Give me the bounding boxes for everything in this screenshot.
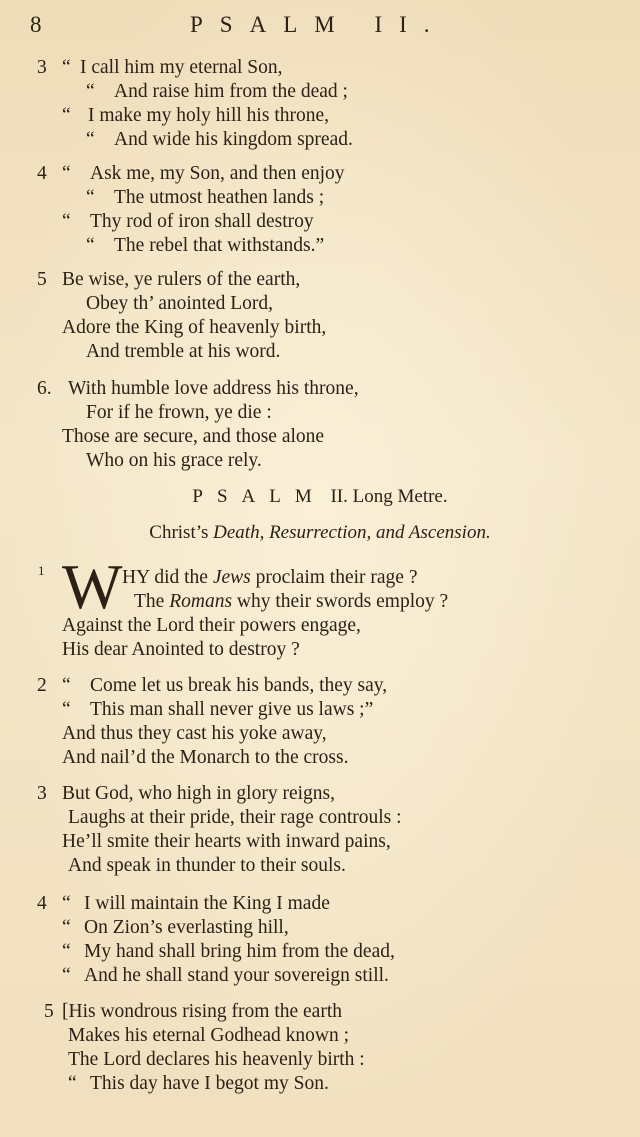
verse-line: Those are secure, and those alone <box>62 426 325 447</box>
lm-stanza-1 <box>0 566 640 662</box>
verse-line: Makes his eternal Godhead known ; <box>68 1025 350 1046</box>
quote-mark: “ <box>62 57 71 78</box>
psalm-subtitle <box>0 522 640 544</box>
verse-line: This man shall never give us laws ;” <box>90 699 374 720</box>
verse-line: And thus they cast his yoke away, <box>62 723 327 744</box>
verse-line: But God, who high in glory reigns, <box>62 783 335 804</box>
verse-line: Against the Lord their powers engage, <box>62 615 361 636</box>
quote-mark: “ <box>62 163 71 184</box>
verse-line: [His wondrous rising from the earth <box>62 1001 342 1022</box>
verse-line: Thy rod of iron shall destroy <box>90 211 314 232</box>
verse-line: And he shall stand your sovereign still. <box>84 965 389 986</box>
quote-mark: “ <box>68 1073 77 1094</box>
verse-line: Obey th’ anointed Lord, <box>86 293 274 314</box>
stanza-number: 3 <box>37 783 47 804</box>
quote-mark: “ <box>62 941 71 962</box>
subtitle-prefix: Christ’s <box>149 522 209 543</box>
quote-mark: “ <box>62 699 71 720</box>
running-head: PSALM II. <box>190 12 447 37</box>
verse-line: Ask me, my Son, and then enjoy <box>90 163 345 184</box>
verse-line: For if he frown, ye die : <box>86 402 272 423</box>
quote-mark: “ <box>62 965 71 986</box>
verse-line: HY did the Jews proclaim their rage ? <box>122 567 418 588</box>
verse-line: My hand shall bring him from the dead, <box>84 941 395 962</box>
verse-line: Laughs at their pride, their rage controuls : <box>68 807 402 828</box>
stanza-number: 5 <box>44 1001 54 1022</box>
verse-line: He’ll smite their hearts with inward pains, <box>62 831 391 852</box>
verse-line: I will maintain the King I made <box>84 893 330 914</box>
quote-mark: “ <box>86 81 95 102</box>
verse-line: His dear Anointed to destroy ? <box>62 639 300 660</box>
quote-mark: “ <box>86 129 95 150</box>
quote-mark: “ <box>62 211 71 232</box>
quote-mark: “ <box>62 917 71 938</box>
quote-mark: “ <box>62 893 71 914</box>
stanza-number: 3 <box>37 57 47 78</box>
verse-line: I call him my eternal Son, <box>80 57 283 78</box>
page-header <box>0 12 640 42</box>
verse-line: On Zion’s everlasting hill, <box>84 917 289 938</box>
stanza-4 <box>0 162 640 258</box>
stanza-number: 6. <box>37 378 52 399</box>
verse-line: The utmost heathen lands ; <box>114 187 325 208</box>
quote-mark: “ <box>86 187 95 208</box>
stanza-number: 1 <box>38 563 45 578</box>
verse-line: This day have I begot my Son. <box>90 1073 329 1094</box>
quote-mark: “ <box>62 675 71 696</box>
verse-line: I make my holy hill his throne, <box>88 105 330 126</box>
quote-mark: “ <box>62 105 71 126</box>
verse-line: And speak in thunder to their souls. <box>68 855 346 876</box>
lm-stanza-4 <box>0 892 640 988</box>
psalm-title-rest: II. Long Metre. <box>330 486 448 507</box>
psalm-title <box>0 486 640 508</box>
verse-line: And raise him from the dead ; <box>114 81 348 102</box>
quote-mark: “ <box>86 235 95 256</box>
verse-line: The rebel that withstands.” <box>114 235 325 256</box>
verse-line: Adore the King of heavenly birth, <box>62 317 327 338</box>
verse-line: The Romans why their swords employ ? <box>134 591 449 612</box>
verse-line: Be wise, ye rulers of the earth, <box>62 269 301 290</box>
subtitle-italic: Death, Resurrection, and Ascension. <box>213 522 491 543</box>
verse-line: And nail’d the Monarch to the cross. <box>62 747 349 768</box>
lm-stanza-2 <box>0 674 640 770</box>
stanza-5 <box>0 268 640 364</box>
verse-line: The Lord declares his heavenly birth : <box>68 1049 365 1070</box>
verse-line: Who on his grace rely. <box>86 450 262 471</box>
stanza-number: 4 <box>37 163 47 184</box>
verse-line: And tremble at his word. <box>86 341 281 362</box>
stanza-number: 2 <box>37 675 47 696</box>
page-number: 8 <box>30 12 43 37</box>
verse-line: And wide his kingdom spread. <box>114 129 353 150</box>
drop-cap: W <box>62 551 123 622</box>
verse-line: Come let us break his bands, they say, <box>90 675 388 696</box>
lm-stanza-3 <box>0 782 640 878</box>
stanza-6 <box>0 377 640 473</box>
psalm-title-word: PSALM <box>192 486 326 507</box>
stanza-number: 4 <box>37 893 47 914</box>
stanza-number: 5 <box>37 269 47 290</box>
verse-line: With humble love address his throne, <box>68 378 359 399</box>
stanza-3 <box>0 56 640 152</box>
lm-stanza-5 <box>0 1000 640 1096</box>
